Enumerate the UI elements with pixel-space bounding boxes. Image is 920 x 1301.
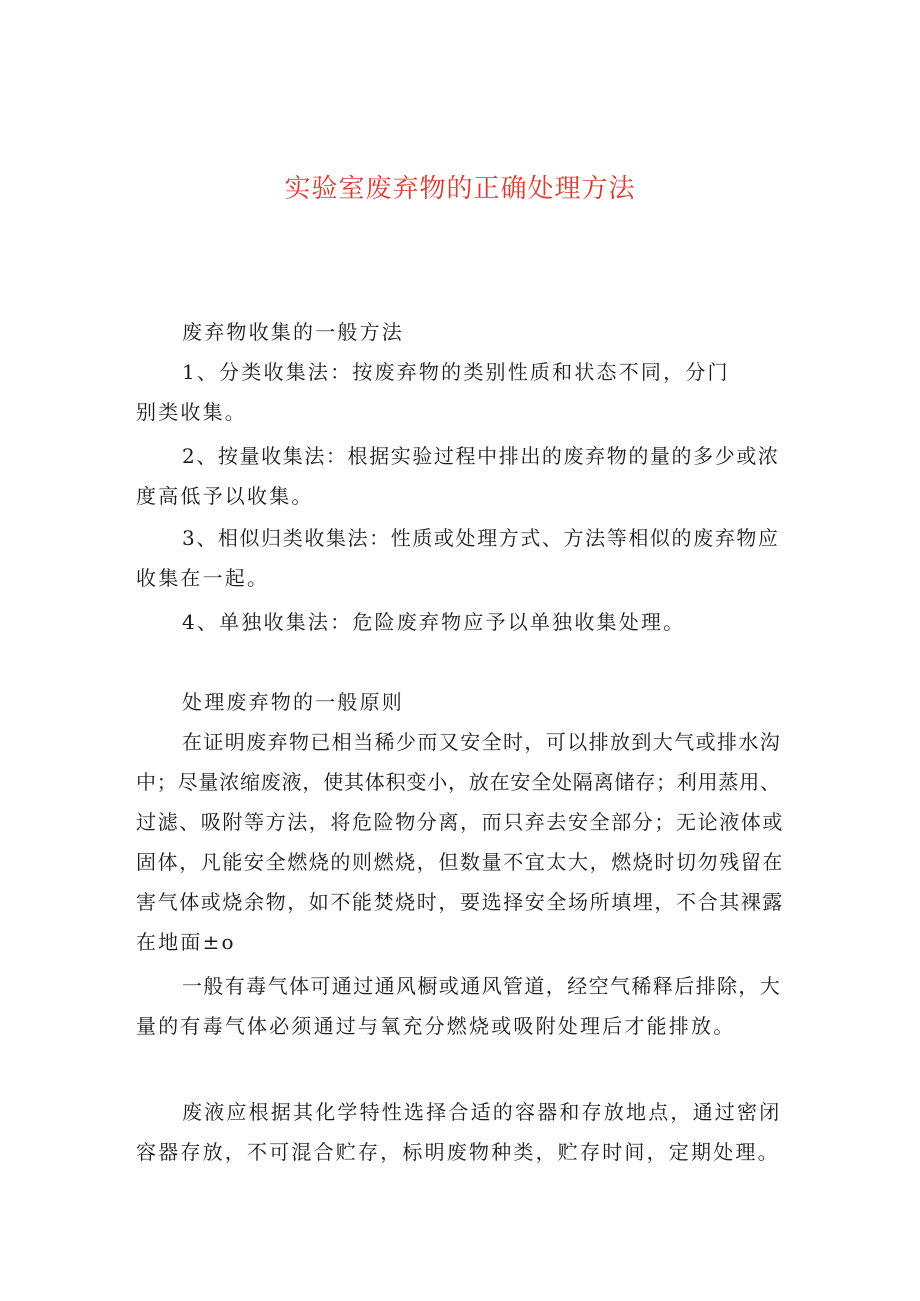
item-text-line1: 4、单独收集法：危险废弃物应予以单独收集处理。: [182, 610, 686, 634]
paragraph-line: 固体，凡能安全燃烧的则燃烧，但数量不宜太大，燃烧时切勿残留在: [136, 850, 784, 874]
item-text-line2: 别类收集。: [136, 400, 247, 424]
section-heading: 处理废弃物的一般原则: [182, 690, 404, 714]
paragraph-waste-liquid: [136, 1092, 784, 1172]
section-heading: 废弃物收集的一般方法: [182, 320, 404, 344]
item-text-line1: 2、按量收集法：根据实验过程中排出的废弃物的量的多少或浓: [182, 444, 780, 468]
paragraph-line: 量的有毒气体必须通过与氧充分燃烧或吸附处理后才能排放。: [136, 1014, 736, 1038]
paragraph-line: 中；尽量浓缩废液，使其体积变小，放在安全处隔离储存；利用蒸用、: [136, 770, 781, 794]
paragraph-line: 在地面±o: [136, 930, 236, 954]
section-disposal-principles: [136, 682, 784, 722]
list-item: [136, 352, 784, 432]
list-item: [136, 518, 784, 598]
item-text-line2: 度高低予以收集。: [136, 484, 314, 508]
paragraph-toxic-gas: [136, 966, 784, 1046]
section-collection-methods: [136, 312, 784, 352]
paragraph-principles: [136, 722, 784, 962]
item-text-line2: 收集在一起。: [136, 566, 270, 590]
paragraph-line: 在证明废弃物已相当稀少而又安全时，可以排放到大气或排水沟: [182, 730, 782, 754]
paragraph-line: 过滤、吸附等方法，将危险物分离，而只弃去安全部分；无论液体或: [136, 810, 784, 834]
list-item: [136, 436, 784, 516]
paragraph-line: 废液应根据其化学特性选择合适的容器和存放地点，通过密闭: [182, 1100, 782, 1124]
item-text-line1: 3、相似归类收集法：性质或处理方式、方法等相似的废弃物应: [182, 526, 780, 550]
paragraph-line: 容器存放，不可混合贮存，标明废物种类，贮存时间，定期处理。: [136, 1140, 780, 1164]
document-title: 实验室废弃物的正确处理方法: [284, 174, 636, 204]
paragraph-line: 一般有毒气体可通过通风橱或通风管道，经空气稀释后排除，大: [182, 974, 782, 998]
paragraph-line: 害气体或烧余物，如不能焚烧时，要选择安全场所填埋，不合其裸露: [136, 890, 784, 914]
item-text-line1: 1、分类收集法：按废弃物的类别性质和状态不同，分门: [182, 360, 730, 384]
list-item: [136, 602, 784, 642]
